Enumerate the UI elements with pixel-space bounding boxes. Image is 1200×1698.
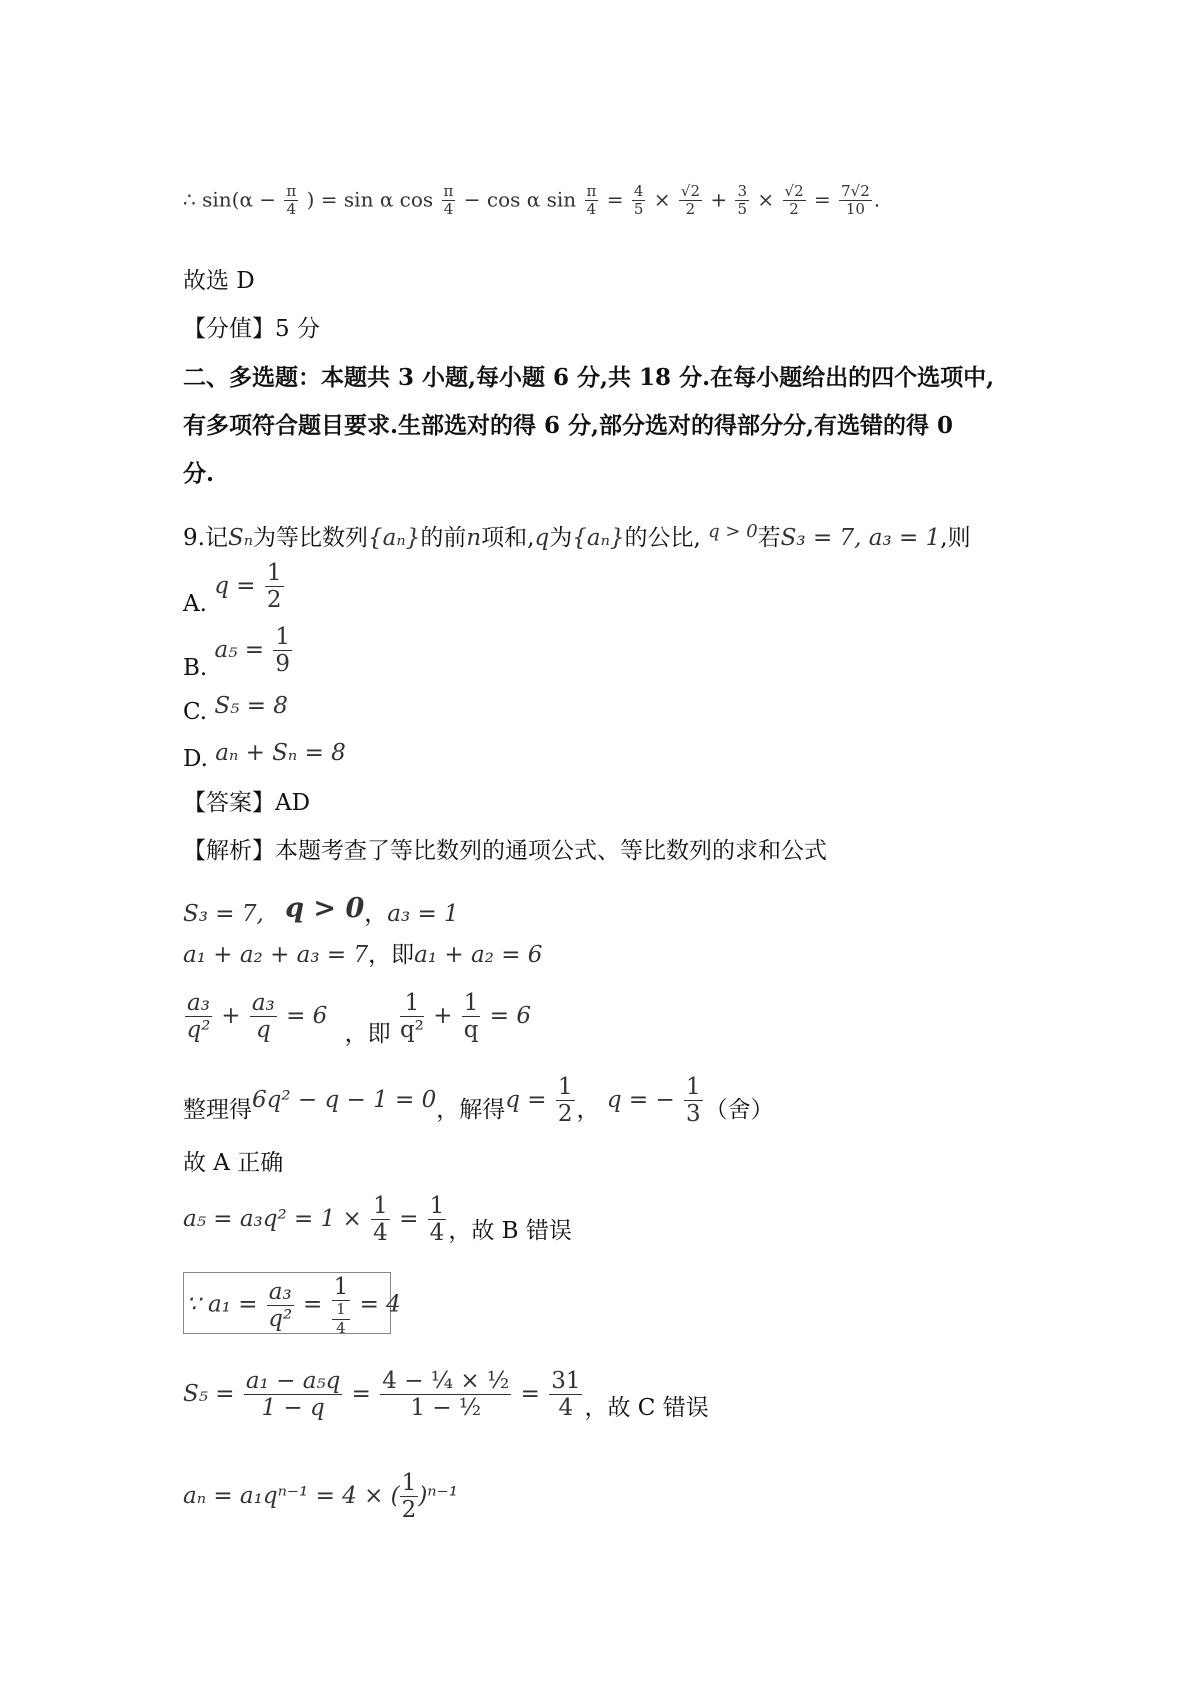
step-7 [186,1274,401,1337]
step8-frac-2: $\frac{\text{4 − ¼ × ½}}{\text{1 − ½}}$ [382,1368,510,1422]
step-9 [183,1470,458,1524]
analysis-line: 【解析】本题考查了等比数列的通项公式、等比数列的求和公式 [183,838,827,864]
cos-sin-expr: − cos α sin [463,187,577,212]
section-heading-line-3: 分. [183,460,215,487]
step8-tail: ，故 C 错误 [584,1394,709,1421]
q9-prefix: 9.记 [183,525,228,551]
pi-over-4-a: $\frac{\pi}{4}$ [286,182,297,219]
step4-q-eq-neg: q = − [606,1086,675,1113]
step3-one-over-q: $\frac{1}{q}$ [463,990,479,1044]
step1-S3: S₃ = 7, [183,901,264,927]
option-b-label: B. [183,654,208,681]
answer-line: 【答案】AD [183,790,311,816]
step3-one-over-q2: $\frac{1}{\text{q²}}$ [399,990,424,1044]
option-d-label: D. [183,746,208,772]
step4-comma: ， [576,1096,600,1123]
step3-ji: ，即 [344,1020,391,1047]
step7-eq: = [303,1291,323,1318]
equals: = [606,187,624,212]
step9-expr: aₙ = a₁qⁿ⁻¹ = 4 × ( [183,1482,400,1509]
step4-jiede: ，解得 [436,1096,506,1123]
period: . [873,187,881,212]
question-9 [183,521,971,553]
option-a-fraction: $\frac{1}{2}$ [266,560,282,614]
step4-she: （舍） [704,1096,774,1123]
step6-quarter-2: $\frac{1}{4}$ [429,1193,445,1247]
four-fifths: $\frac{4}{5}$ [633,182,644,219]
step2-ji: ，即 [368,942,415,968]
step3-eq6: = 6 [286,1002,328,1029]
step3-a3-over-q: $\frac{\text{a₃}}{q}$ [251,990,275,1044]
section-heading-line-2: 有多项符合题目要求.生部选对的得 6 分,部分选对的得部分分,有选错的得 0 [183,412,954,439]
times: × [653,187,671,212]
step7-one-over-quarter: 1 1 4 [333,1274,349,1337]
q9-text-6: 的公比, [624,525,701,551]
step3-plus-2: + [433,1002,453,1029]
step6-expr: a₅ = a₃q² = 1 × [183,1205,362,1232]
step7-eq4: = 4 [359,1291,401,1318]
step3-plus: + [221,1002,241,1029]
guxuan-line: 故选 D [183,268,255,294]
option-d [183,740,346,774]
option-b-lhs: a₅ = [214,636,265,663]
sin-expr: sin(α − [202,187,277,212]
step-8 [183,1368,709,1423]
three-fifths: $\frac{3}{5}$ [737,182,748,219]
q9-q: q [534,525,550,551]
therefore-symbol: ∴ [183,187,196,212]
step2-sum: a₁ + a₂ + a₃ = 7 [183,942,369,968]
sin-formula-line [183,183,880,219]
q9-S3: S₃ = 7, [780,525,862,551]
step4-half: $\frac{1}{2}$ [557,1074,573,1128]
step6-quarter: $\frac{1}{4}$ [373,1193,388,1247]
step7-a3-over-q2: $\frac{\text{a₃}}{\text{q²}}$ [268,1278,293,1332]
q9-text-5: 为 [549,525,573,551]
option-c-label: C. [183,699,208,725]
option-a-lhs: q = [214,572,256,599]
q9-an-set-2: {aₙ} [572,525,625,551]
step4-zhengli: 整理得 [183,1096,252,1123]
plus: + [710,187,728,212]
step4-equation: 6q² − q − 1 = 0 [252,1086,437,1113]
q9-text-3: 的前 [420,525,467,551]
option-b [183,624,294,683]
step9-half: $\frac{1}{2}$ [401,1470,417,1524]
q9-text-8: ,则 [940,525,971,551]
step3-eq6-2: = 6 [489,1002,531,1029]
q9-text-2: 为等比数列 [253,525,369,551]
pi-over-4-c: $\frac{\pi}{4}$ [586,182,597,219]
times-2: × [757,187,775,212]
q9-text-4: 项和, [481,525,535,551]
step8-S5: S₅ = [183,1380,235,1407]
step9-close: )ⁿ⁻¹ [418,1482,458,1509]
step-3 [183,990,531,1049]
q9-q-positive: q > 0 [708,521,758,542]
step1-q-positive: q > 0 [285,893,365,924]
step1-comma: ， [364,901,388,927]
q9-text-7: 若 [757,525,781,551]
q9-an-set: {aₙ} [368,525,421,551]
step8-eq-2: = [520,1380,540,1407]
sin-cos-expr: ) = sin α cos [306,187,434,212]
option-c [183,693,288,727]
step2-sum2: a₁ + a₂ = 6 [414,942,543,968]
step3-a3-over-q2: $\frac{\text{a₃}}{\text{q²}}$ [186,990,211,1044]
step-1 [183,893,459,929]
step4-third: $\frac{1}{3}$ [686,1074,701,1128]
fenzhi-line: 【分值】5 分 [183,316,320,342]
option-a [183,560,286,619]
step7-because: ∵ a₁ = [186,1291,258,1318]
equals-2: = [813,187,831,212]
step-2 [183,942,542,970]
step-6 [183,1193,572,1247]
result-fraction: $\frac{7√2}{10}$ [841,182,870,219]
step-4 [183,1074,774,1128]
step-5: 故 A 正确 [183,1150,284,1176]
option-a-label: A. [183,590,207,617]
q9-n: n [466,525,482,551]
step6-eq: = [399,1205,419,1232]
option-c-expr: S₅ = 8 [214,693,288,719]
q9-Sn: Sₙ [227,525,254,551]
option-b-fraction: $\frac{1}{9}$ [275,624,290,678]
step8-frac-1: $\frac{\text{a₁ − a₅q}}{1 - q}$ [245,1368,341,1422]
q9-a3: a₃ = 1 [868,525,941,551]
sqrt2-over-2-b: $\frac{√2}{2}$ [784,182,804,219]
option-d-expr: aₙ + Sₙ = 8 [215,740,346,766]
step4-q-eq: q = [505,1086,547,1113]
pi-over-4-b: $\frac{\pi}{4}$ [443,182,454,219]
step8-eq: = [351,1380,371,1407]
step1-a3: a₃ = 1 [387,901,459,927]
section-heading-line-1: 二、多选题：本题共 3 小题,每小题 6 分,共 18 分.在每小题给出的四个选项中, [183,364,995,391]
step6-tail: ，故 B 错误 [448,1217,572,1244]
sqrt2-over-2-a: $\frac{√2}{2}$ [680,182,700,219]
step8-frac-3: $\frac{31}{4}$ [551,1368,581,1422]
